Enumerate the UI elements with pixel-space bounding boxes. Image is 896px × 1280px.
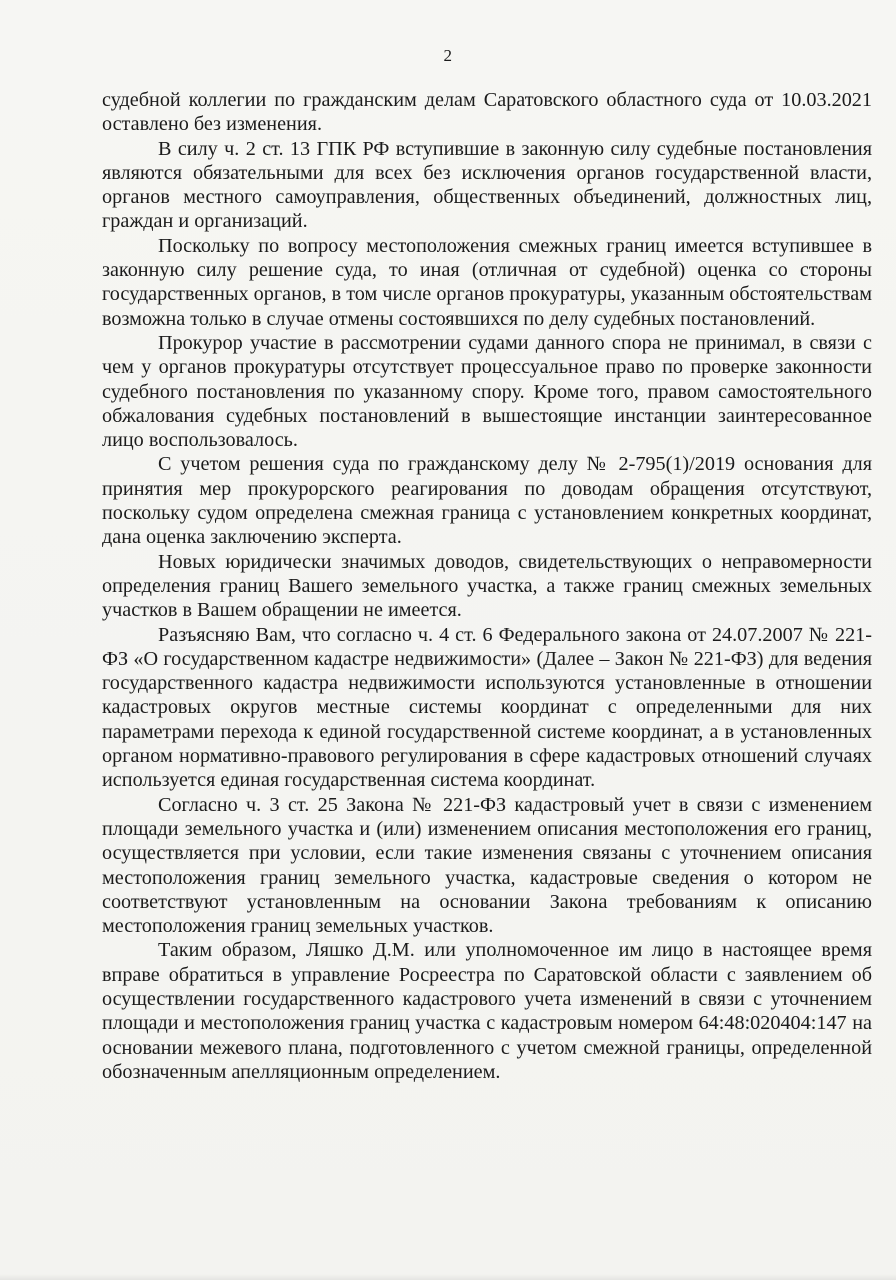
page-number: 2 xyxy=(443,46,453,65)
paragraph-gpk-article-13: В силу ч. 2 ст. 13 ГПК РФ вступившие в законную силу судебные постановления являются обязательными для всех без исключения органов государственной власти, органов местного самоуправления, общественных объединений, должностных лиц, граждан и организаций. xyxy=(102,137,872,233)
paragraph-court-decision-continuation: судебной коллегии по гражданским делам Саратовского областного суда от 10.03.2021 оставлено без изменения. xyxy=(102,89,872,136)
paragraph-coordinate-systems-law: Разъясняю Вам, что согласно ч. 4 ст. 6 Федерального закона от 24.07.2007 № 221-ФЗ «О государственном кадастре недвижимости» (Далее – Закон № 221-ФЗ) для ведения государственного кадастра недвижимости используются установленные в отношении кадастровых округов местные системы координат с определенными для них параметрами перехода к единой государственной системе координат, а в установленных органом нормативно-правового регулирования в сфере кадастровых отношений случаях используется единая государственная система координат. xyxy=(102,623,872,792)
paragraph-conclusion-rosreestr: Таким образом, Ляшко Д.М. или уполномоченное им лицо в настоящее время вправе обратиться в управление Росреестра по Саратовской области с заявлением об осуществлении государственного кадастрового учета изменений в связи с уточнением площади и местоположения границ участка с кадастровым номером 64:48:020404:147 на основании межевого плана, подготовленного с учетом смежной границы, определенной обозначенным апелляционным определением. xyxy=(102,939,872,1083)
paragraph-prosecutor-participation: Прокурор участие в рассмотрении судами данного спора не принимал, в связи с чем у органов прокуратуры отсутствует процессуальное право по проверке законности судебного постановления по указанному спору. Кроме того, правом самостоятельного обжалования судебных постановлений в вышестоящие инстанции заинтересованное лицо воспользовалось. xyxy=(102,331,872,452)
paragraph-no-new-arguments: Новых юридически значимых доводов, свидетельствующих о неправомерности определения границ Вашего земельного участка, а также границ смежных земельных участков в Вашем обращении не имеется. xyxy=(102,550,872,622)
paragraph-cadastral-registration: Согласно ч. 3 ст. 25 Закона № 221-ФЗ кадастровый учет в связи с изменением площади земельного участка и (или) изменением описания местоположения его границ, осуществляется при условии, если такие изменения связаны с уточнением описания местоположения границ земельного участка, кадастровые сведения о котором не соответствуют установленным на основании Закона требованиям к описанию местоположения границ земельных участков. xyxy=(102,793,872,938)
paragraph-boundary-court-decision: Поскольку по вопросу местоположения смежных границ имеется вступившее в законную силу решение суда, то иная (отличная от судебной) оценка со стороны государственных органов, в том числе органов прокуратуры, указанным обстоятельствам возможна только в случае отмены состоявшихся по делу судебных постановлений. xyxy=(102,234,872,330)
paragraph-civil-case-grounds: С учетом решения суда по гражданскому делу № 2-795(1)/2019 основания для принятия мер прокурорского реагирования по доводам обращения отсутствуют, поскольку судом определена смежная граница с установлением конкретных координат, дана оценка заключению эксперта. xyxy=(102,453,872,549)
letter-body xyxy=(102,88,872,1084)
page-edge-shadow xyxy=(0,1274,896,1280)
